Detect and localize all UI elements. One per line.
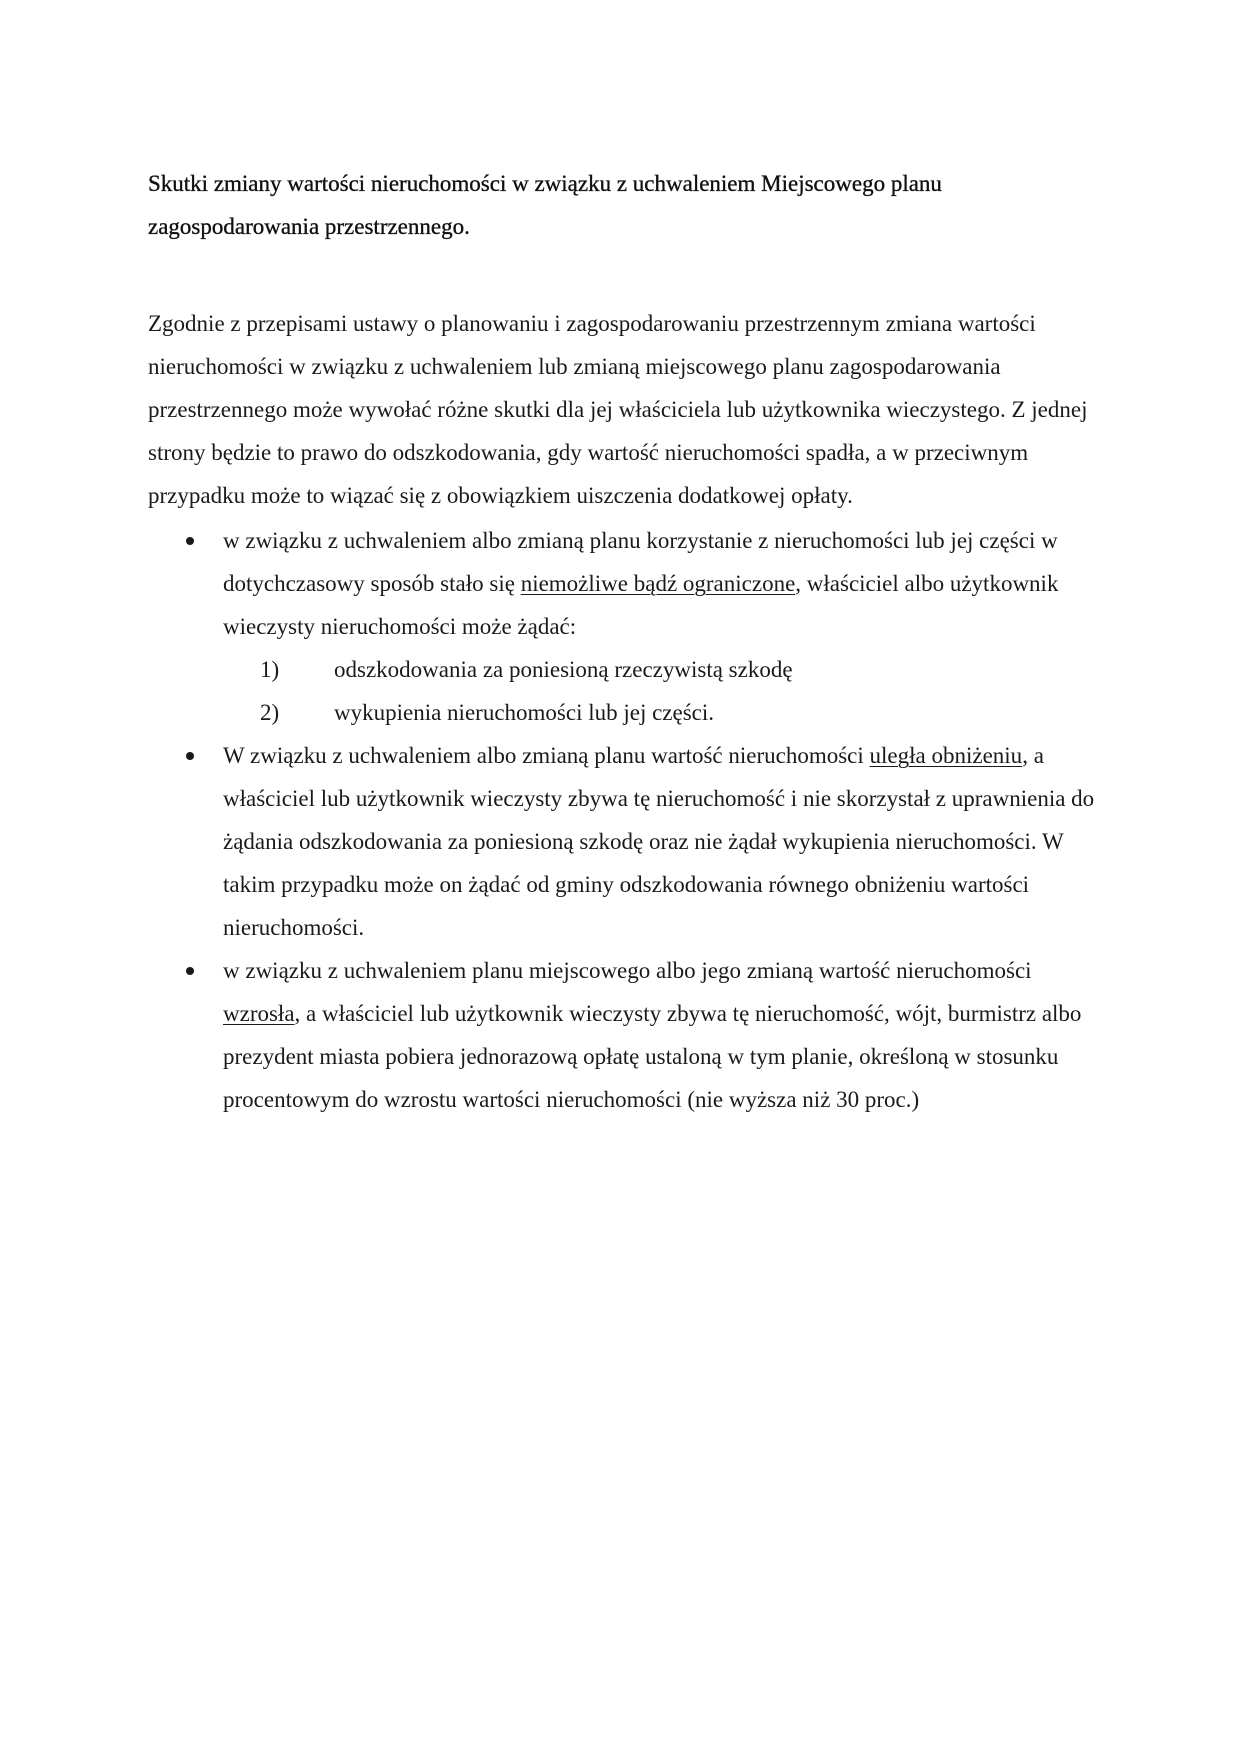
sublist-item-number: 1) [260, 657, 280, 682]
sublist-item-2 [223, 691, 1098, 734]
bullet-2-underlined-text: uległa obniżeniu [869, 743, 1023, 768]
bullet-1-text-before: w związku z uchwaleniem albo zmianą planu korzystanie z nieruchomości lub jej części w dotychczasowy sposób stało się [223, 528, 1058, 596]
bullet-3-text-before: w związku z uchwaleniem planu miejscowego albo jego zmianą wartość nieruchomości [223, 958, 1032, 983]
document-title: Skutki zmiany wartości nieruchomości w związku z uchwaleniem Miejscowego planu zagospodarowania przestrzennego. [148, 171, 942, 239]
bullet-icon [186, 752, 194, 760]
bullet-1-underlined-text: niemożliwe bądź ograniczone [520, 571, 796, 596]
intro-paragraph: Zgodnie z przepisami ustawy o planowaniu i zagospodarowaniu przestrzennym zmiana wartości nieruchomości w związku z uchwaleniem lub zmianą miejscowego planu zagospodarowania przestrzennego może wywołać różne skutki dla jej właściciela lub użytkownika wieczystego. Z jednej strony będzie to prawo do odszkodowania, gdy wartość nieruchomości spadła, a w przeciwnym przypadku może to wiązać się z obowiązkiem uiszczenia dodatkowej opłaty. [148, 311, 1088, 508]
bullet-list [148, 519, 1098, 1121]
bullet-item-2 [148, 734, 1098, 949]
sublist-item-number: 2) [260, 700, 280, 725]
bullet-2-text-after: , a właściciel lub użytkownik wieczysty zbywa tę nieruchomość i nie skorzystał z uprawnienia do żądania odszkodowania za poniesioną szkodę oraz nie żądał wykupienia nieruchomości. W takim przypadku może on żądać od gminy odszkodowania równego obniżeniu wartości nieruchomości. [223, 743, 1095, 940]
document-body [148, 162, 1098, 1121]
sublist-item-1 [223, 648, 1098, 691]
bullet-3-text-after: , a właściciel lub użytkownik wieczysty zbywa tę nieruchomość, wójt, burmistrz albo prezydent miasta pobiera jednorazową opłatę ustaloną w tym planie, określoną w stosunku procentowym do wzrostu wartości nieruchomości (nie wyższa niż 30 proc.) [223, 1001, 1082, 1112]
sublist-item-text: odszkodowania za poniesioną rzeczywistą szkodę [334, 657, 793, 682]
numbered-sublist [223, 648, 1098, 734]
bullet-icon [186, 537, 194, 545]
bullet-3-underlined-text: wzrosła [223, 1001, 295, 1026]
sublist-item-text: wykupienia nieruchomości lub jej części. [334, 700, 715, 725]
bullet-item-3 [148, 949, 1098, 1121]
bullet-2-text-before: W związku z uchwaleniem albo zmianą planu wartość nieruchomości [223, 743, 870, 768]
bullet-item-1 [148, 519, 1098, 734]
bullet-1-text-after: , właściciel albo użytkownik wieczysty nieruchomości może żądać: [223, 571, 1059, 639]
bullet-icon [186, 967, 194, 975]
